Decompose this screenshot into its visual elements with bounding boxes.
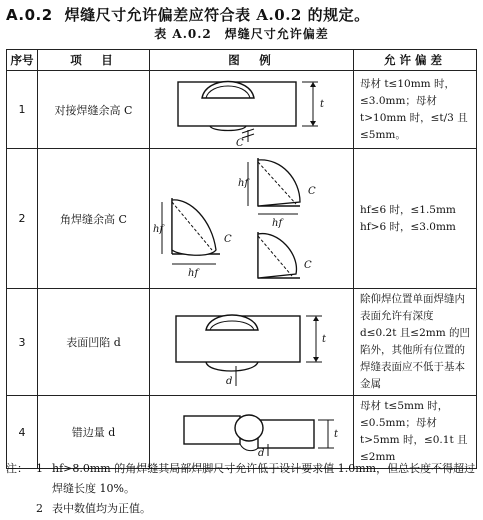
table-row [7,149,477,289]
row-number: 3 [7,289,38,396]
tolerance-table [6,49,477,469]
row-tolerance: 除仰焊位置单面焊缝内表面允许有深度 d≤0.2t 且≤2mm 的凹陷外，其他所有位置的焊缝表面应不低于基本金属 [354,289,477,396]
table-notes [6,459,478,519]
table-row [7,289,477,396]
table-header-row [7,50,477,71]
label-hf: hf [153,223,164,235]
note-number: 2 [36,502,43,515]
row-tolerance: hf≤6 时，≤1.5mm hf>6 时，≤3.0mm [354,149,477,289]
clause-number: A.0.2 [6,6,53,24]
row-number: 2 [7,149,38,289]
note-2 [6,499,478,519]
table-row [7,396,477,469]
header-tolerance: 允许偏差 [354,50,477,71]
row-number: 4 [7,396,38,469]
label-c: C [304,259,312,271]
label-c: C [308,185,316,197]
surface-dent-diagram [150,290,354,394]
row-item: 错边量 d [38,396,150,469]
table-caption: 表 A.0.2 焊缝尺寸允许偏差 [154,27,329,41]
row-number: 1 [7,71,38,149]
label-hf: hf [188,267,199,279]
label-d: d [258,448,265,458]
clause-text: 焊缝尺寸允许偏差应符合表 A.0.2 的规定。 [64,6,370,24]
figure-fillet-weld [150,149,354,289]
fillet-weld-diagram [150,150,354,288]
clause-heading [6,4,370,25]
row-item: 表面凹陷 d [38,289,150,396]
figure-surface-dent [150,289,354,396]
note-number: 1 [36,462,43,475]
note-text: 表中数值均为正值。 [52,502,151,515]
label-c: C [236,137,244,148]
label-c: C [224,233,232,245]
note-text: hf>8.0mm 的角焊缝其局部焊脚尺寸允许低于设计要求值 1.0mm，但总长度不得超过焊缝长度 10%。 [52,462,476,495]
label-hf: hf [272,217,283,229]
label-hf: hf [238,177,249,189]
note-1 [6,459,478,499]
figure-misalignment [150,396,354,469]
row-item: 对接焊缝余高 C [38,71,150,149]
header-item: 项 目 [38,50,150,71]
row-item: 角焊缝余高 C [38,149,150,289]
label-t: t [320,98,325,110]
row-tolerance: 母材 t≤10mm 时，≤3.0mm；母材 t>10mm 时，≤t/3 且≤5mm。 [354,71,477,149]
row-tolerance: 母材 t≤5mm 时，≤0.5mm；母材 t>5mm 时，≤0.1t 且≤2mm [354,396,477,469]
table-row [7,71,477,149]
misalignment-diagram [150,406,354,458]
notes-lead: 注： [6,462,28,475]
label-d: d [226,376,233,387]
header-figure: 图 例 [150,50,354,71]
label-t: t [322,334,327,345]
butt-weld-diagram [150,72,354,148]
figure-butt-weld [150,71,354,149]
header-no: 序号 [7,50,38,71]
label-t: t [334,429,339,440]
